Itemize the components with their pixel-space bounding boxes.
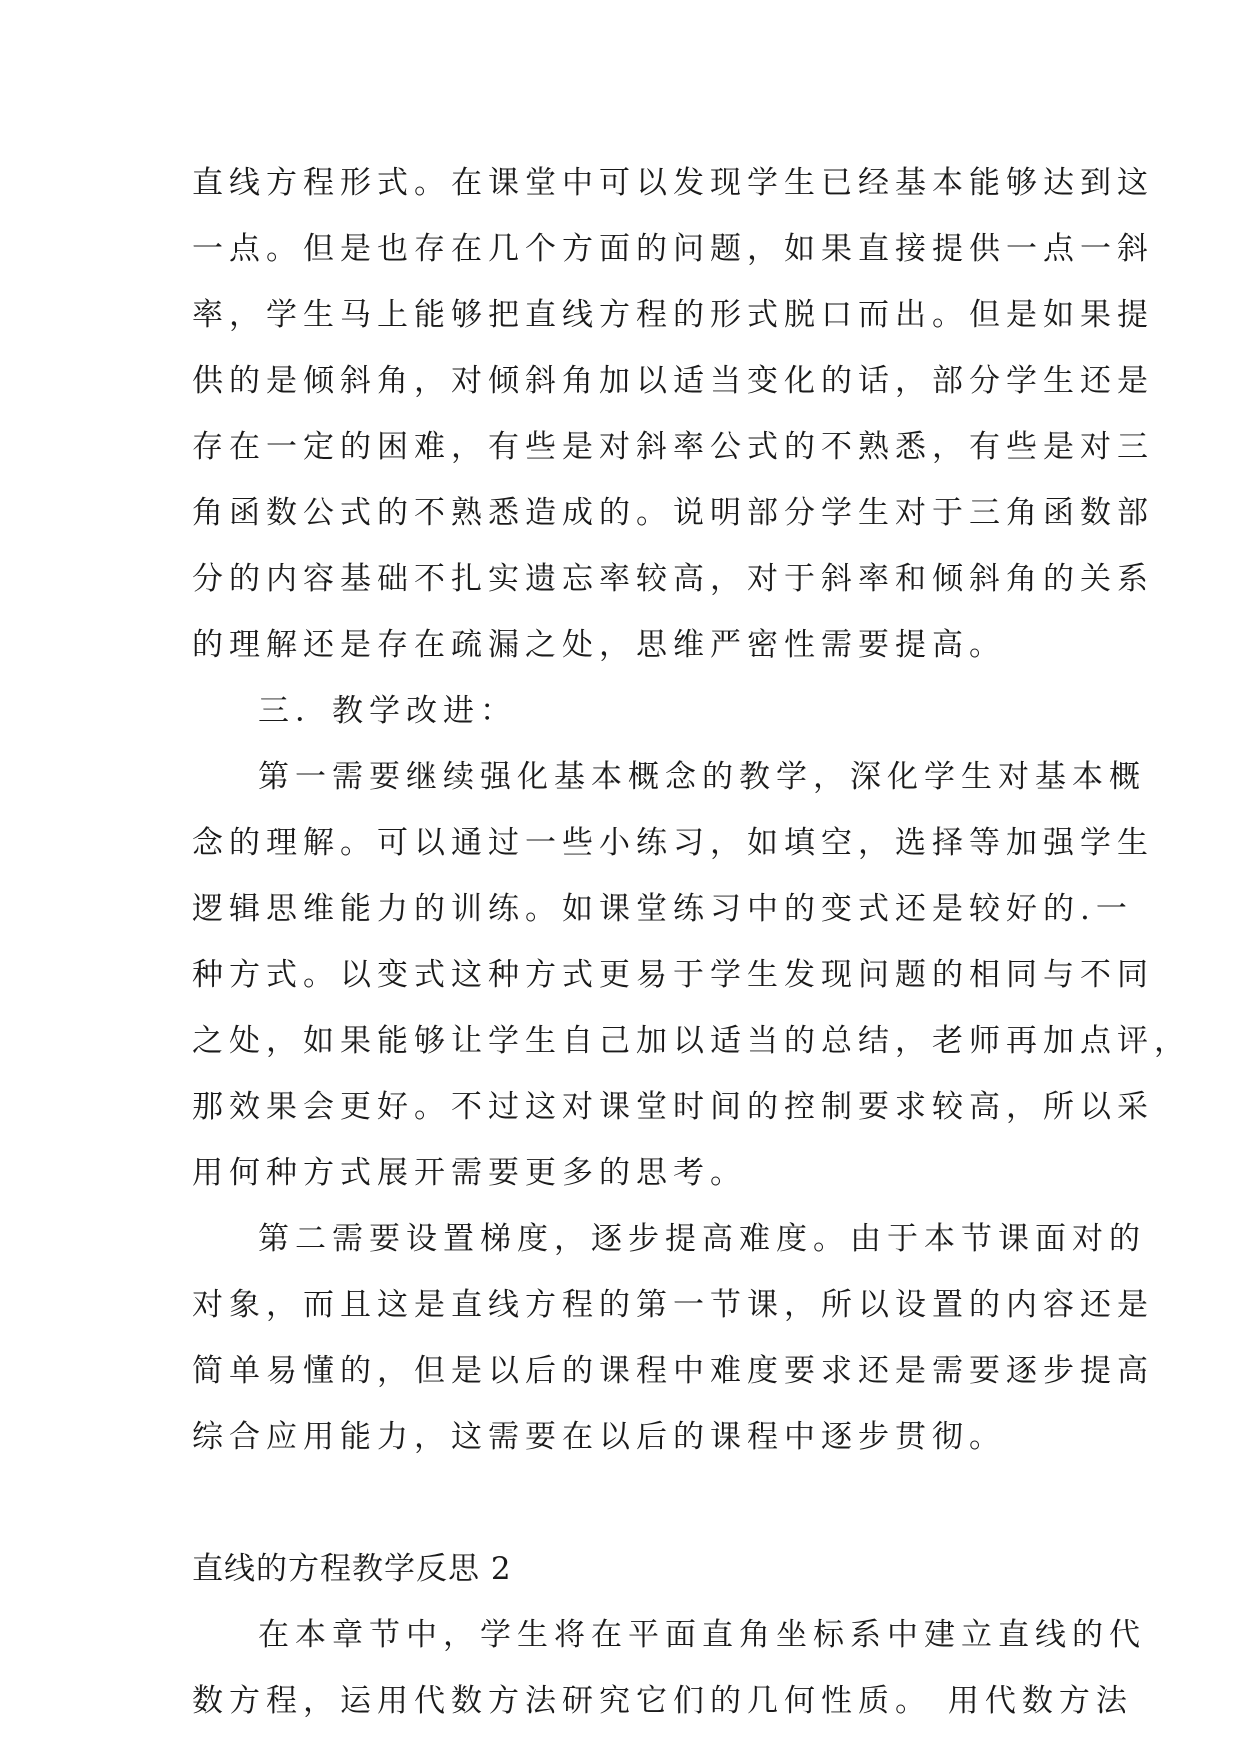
text-line: 在本章节中，学生将在平面直角坐标系中建立直线的代 bbox=[258, 1617, 1146, 1653]
text-line: 分的内容基础不扎实遗忘率较高，对于斜率和倾斜角的关系 bbox=[192, 561, 1154, 597]
document-body bbox=[192, 150, 1191, 1734]
section-title: 直线的方程教学反思 2 bbox=[192, 1551, 512, 1587]
text-line: 数方程，运用代数方法研究它们的几何性质。 用代数方法 bbox=[192, 1683, 1133, 1719]
text-line: 那效果会更好。不过这对课堂时间的控制要求较高，所以采 bbox=[192, 1089, 1154, 1125]
text-line: 一点。但是也存在几个方面的问题，如果直接提供一点一斜 bbox=[192, 231, 1154, 267]
text-line: 逻辑思维能力的训练。如课堂练习中的变式还是较好的.一 bbox=[192, 891, 1133, 927]
text-line: 直线方程形式。在课堂中可以发现学生已经基本能够达到这 bbox=[192, 165, 1154, 201]
paragraph-second-improvement bbox=[192, 1206, 1154, 1470]
text-line: 的理解还是存在疏漏之处，思维严密性需要提高。 bbox=[192, 627, 1006, 663]
text-line: 综合应用能力，这需要在以后的课程中逐步贯彻。 bbox=[192, 1419, 1006, 1455]
text-line: 之处，如果能够让学生自己加以适当的总结，老师再加点评， bbox=[192, 1023, 1191, 1059]
paragraph-analysis bbox=[192, 150, 1154, 678]
text-line: 简单易懂的，但是以后的课程中难度要求还是需要逐步提高 bbox=[192, 1353, 1154, 1389]
text-line: 种方式。以变式这种方式更易于学生发现问题的相同与不同 bbox=[192, 957, 1154, 993]
text-line: 角函数公式的不熟悉造成的。说明部分学生对于三角函数部 bbox=[192, 495, 1154, 531]
text-line: 对象，而且这是直线方程的第一节课，所以设置的内容还是 bbox=[192, 1287, 1154, 1323]
heading-text: 三．教学改进： bbox=[258, 693, 517, 729]
section-spacer bbox=[192, 1470, 1052, 1536]
text-line: 率，学生马上能够把直线方程的形式脱口而出。但是如果提 bbox=[192, 297, 1154, 333]
text-line: 念的理解。可以通过一些小练习，如填空，选择等加强学生 bbox=[192, 825, 1154, 861]
text-line: 用何种方式展开需要更多的思考。 bbox=[192, 1155, 747, 1191]
text-line: 第二需要设置梯度，逐步提高难度。由于本节课面对的 bbox=[258, 1221, 1146, 1257]
section-heading-improvement bbox=[192, 678, 1052, 744]
text-line: 第一需要继续强化基本概念的教学，深化学生对基本概 bbox=[258, 759, 1146, 795]
paragraph-intro bbox=[192, 1602, 1146, 1734]
text-line: 供的是倾斜角，对倾斜角加以适当变化的话，部分学生还是 bbox=[192, 363, 1154, 399]
paragraph-first-improvement bbox=[192, 744, 1191, 1206]
text-line: 存在一定的困难，有些是对斜率公式的不熟悉，有些是对三 bbox=[192, 429, 1154, 465]
